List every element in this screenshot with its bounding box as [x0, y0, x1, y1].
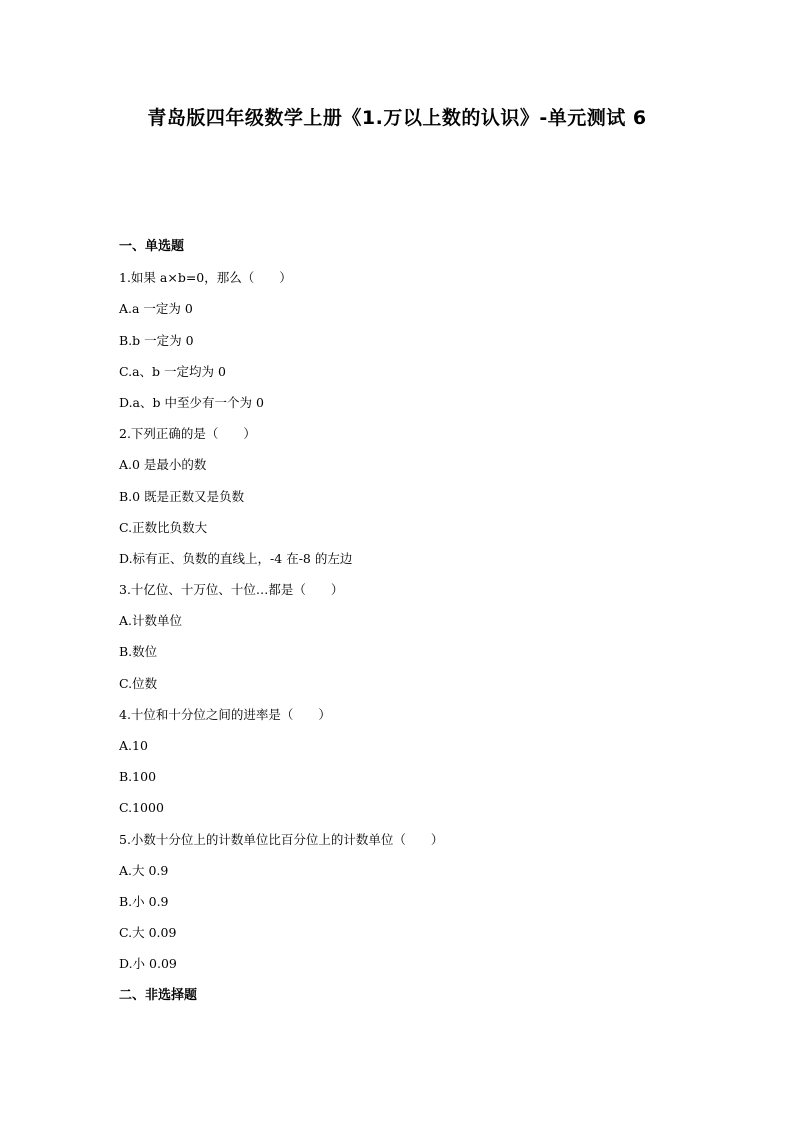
document-body [119, 235, 719, 1015]
option-d: D.标有正、负数的直线上，-4 在-8 的左边 [119, 550, 353, 566]
option-d: D.a、b 中至少有一个为 0 [119, 394, 264, 410]
question-5 [119, 828, 719, 984]
option-c: C.大 0.09 [119, 925, 177, 941]
option-b: B.小 0.9 [119, 893, 169, 909]
option-b: B.0 既是正数又是负数 [119, 488, 245, 504]
option-c: C.1000 [119, 800, 164, 816]
question-1 [119, 266, 719, 422]
option-b: B.100 [119, 769, 157, 785]
option-b: B.b 一定为 0 [119, 332, 194, 348]
question-4 [119, 703, 719, 828]
page-title: 青岛版四年级数学上册《1.万以上数的认识》-单元测试 6 [147, 107, 647, 129]
option-c: C.正数比负数大 [119, 519, 208, 535]
option-c: C.a、b 一定均为 0 [119, 363, 226, 379]
option-c: C.位数 [119, 675, 158, 691]
option-a: A.10 [119, 738, 148, 753]
question-stem: 5.小数十分位上的计数单位比百分位上的计数单位（ ） [119, 831, 444, 847]
option-a: A.a 一定为 0 [119, 301, 193, 317]
question-stem: 4.十位和十分位之间的进率是（ ） [119, 706, 331, 722]
option-a: A.计数单位 [119, 613, 183, 629]
option-b: B.数位 [119, 644, 158, 660]
question-stem: 1.如果 a×b=0，那么（ ） [119, 270, 292, 286]
option-a: A.大 0.9 [119, 862, 169, 878]
section-heading-non-choice: 二、非选择题 [119, 987, 198, 1003]
section-heading-single-choice: 一、单选题 [119, 239, 185, 254]
question-3 [119, 578, 719, 703]
question-stem: 3.十亿位、十万位、十位…都是（ ） [119, 582, 344, 598]
question-2 [119, 422, 719, 578]
option-a: A.0 是最小的数 [119, 457, 207, 473]
question-stem: 2.下列正确的是（ ） [119, 426, 256, 442]
option-d: D.小 0.09 [119, 956, 177, 972]
